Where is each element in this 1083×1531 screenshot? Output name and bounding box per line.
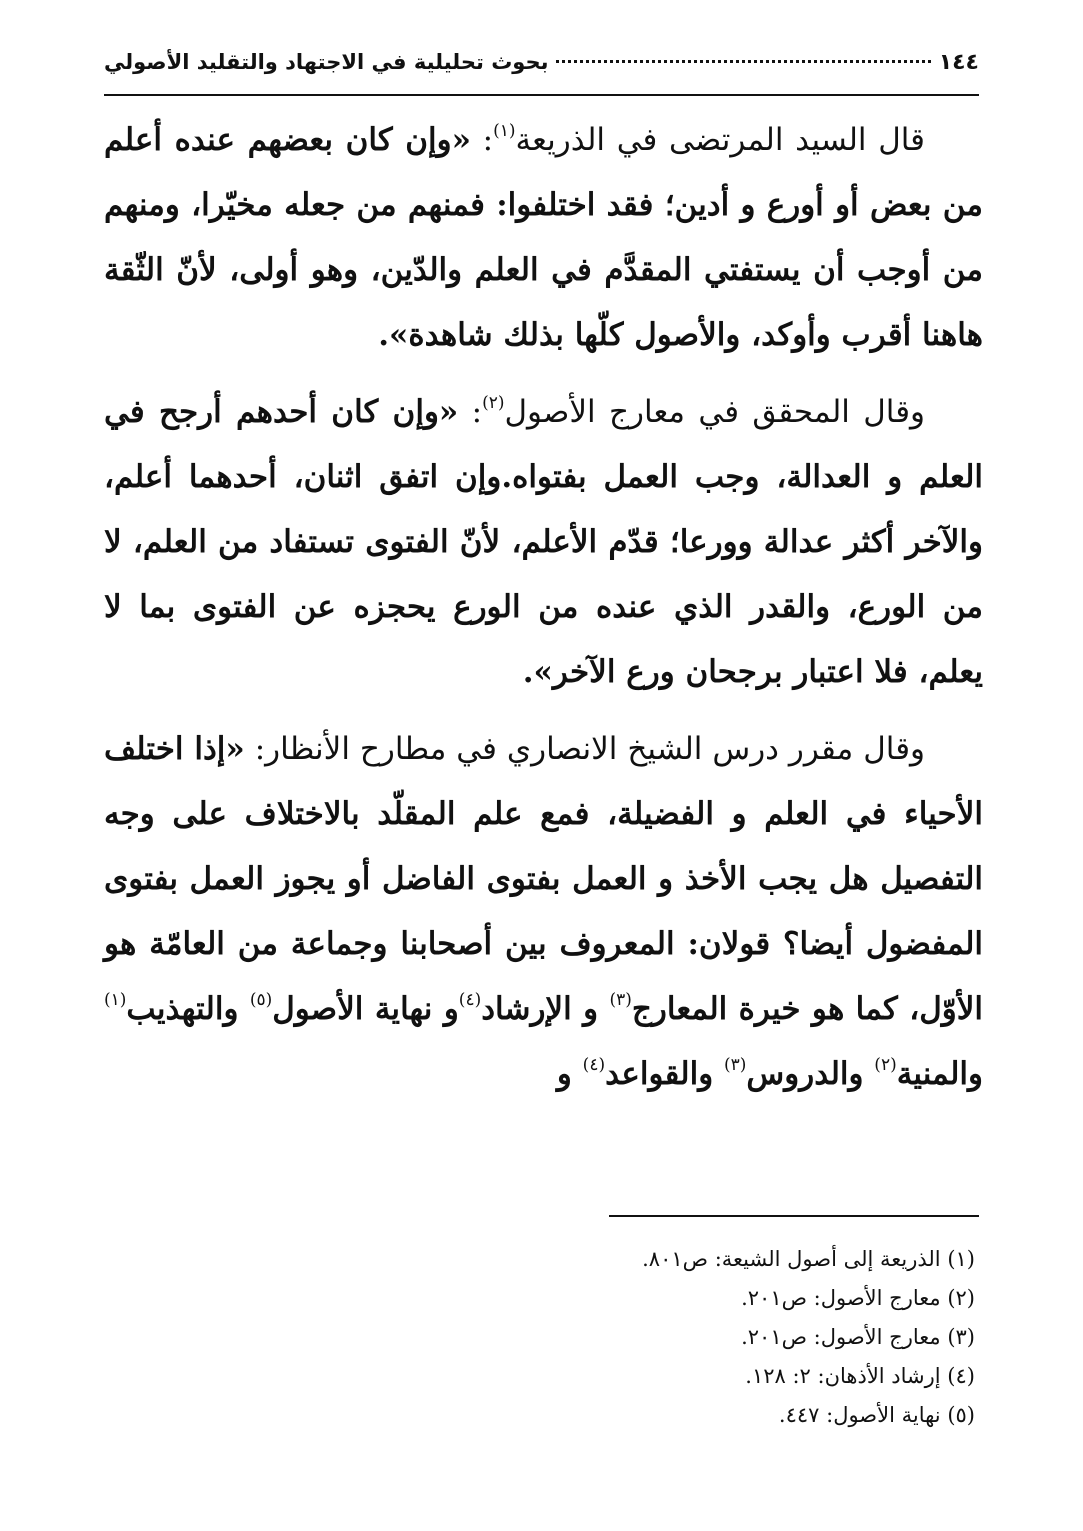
paragraph-3-intro: وقال مقرر درس الشيخ الانصاري في مطارح الأنظار: [244, 731, 925, 767]
quote-segment: والمنية [896, 1056, 983, 1092]
footnote-ref: (٢) [874, 1055, 897, 1075]
paragraph-3 [104, 717, 983, 1107]
paragraph-2-intro: وقال المحقق في معارج الأصول [504, 394, 925, 430]
paragraph-2 [104, 380, 983, 705]
footnotes-list [375, 1240, 975, 1435]
quote-segment: والدروس [746, 1056, 875, 1092]
quote-segment: والقواعد [605, 1056, 724, 1092]
quote-segment: و الإرشاد [481, 991, 610, 1027]
quote-segment: والتهذيب [126, 991, 250, 1027]
paragraph-1 [104, 108, 983, 368]
paragraph-2-quote: «وإن كان أحدهم أرجح في العلم و العدالة، وجب العمل بفتواه.وإن اتفق اثنان، أحدهما أعلم، والآخر أكثر عدالة وورعا؛ قدّم الأعلم، لأنّ الفتوى تستفاد من العلم، لا من الورع، والقدر الذي عنده من الورع يحجزه عن الفتوى بما لا يعلم، فلا اعتبار برجحان ورع الآخر». [104, 394, 983, 690]
footnote-ref: (٥) [249, 990, 273, 1010]
footnote-3: (٣) معارج الأصول: ص٢٠١. [741, 1325, 975, 1349]
footnote-ref: (٣) [609, 990, 632, 1010]
footnote-5: (٥) نهاية الأصول: ٤٤٧. [778, 1403, 975, 1427]
main-text [104, 108, 983, 1119]
footnote-ref: (١) [104, 990, 127, 1010]
footnote-ref: (٣) [724, 1055, 747, 1075]
footnote-2: (٢) معارج الأصول: ص٢٠١. [741, 1286, 975, 1310]
paragraph-1-intro: قال السيد المرتضى في الذريعة [515, 122, 925, 158]
quote-segment: «إذا اختلف الأحياء في العلم و الفضيلة، فمع علم المقلّد بالاختلاف على وجه التفصيل هل يجب الأخذ و العمل بفتوى الفاضل أو يجوز العمل بفتوى المفضول أيضا؟ قولان: المعروف بين أصحابنا وجماعة من العامّة هو الأوّل، كما هو خيرة المعارج [104, 731, 983, 1027]
paragraph-1-quote: «وإن كان بعضهم عنده أعلم من بعض أو أورع و أدين؛ فقد اختلفوا: فمنهم من جعله مخيّرا، ومنهم من أوجب أن يستفتي المقدَّم في العلم والدّين، وهو أولى، لأنّ الثّقة هاهنا أقرب وأوكد، والأصول كلّها بذلك شاهدة». [104, 122, 983, 353]
paragraph-2-sep: : [458, 394, 483, 430]
quote-segment: و [556, 1056, 583, 1092]
page-number: ١٤٤ [938, 50, 979, 75]
paragraph-1-sep: : [470, 122, 494, 158]
footnote-ref: (٤) [582, 1055, 606, 1075]
quote-segment: و نهاية الأصول [272, 991, 459, 1027]
footnote-ref: (٤) [458, 990, 482, 1010]
footnote-ref: (١) [493, 121, 516, 141]
running-header [104, 50, 979, 96]
footnote-separator [609, 1215, 979, 1217]
running-title: بحوث تحليلية في الاجتهاد والتقليد الأصولي [104, 50, 549, 74]
paragraph-3-quote [104, 731, 983, 1092]
footnote-1: (١) الذريعة إلى أصول الشيعة: ص٨٠١. [642, 1247, 975, 1271]
footnote-ref: (٢) [482, 393, 505, 413]
leader-dots [556, 54, 930, 63]
footnote-4: (٤) إرشاد الأذهان: ٢: ١٢٨. [745, 1364, 975, 1388]
